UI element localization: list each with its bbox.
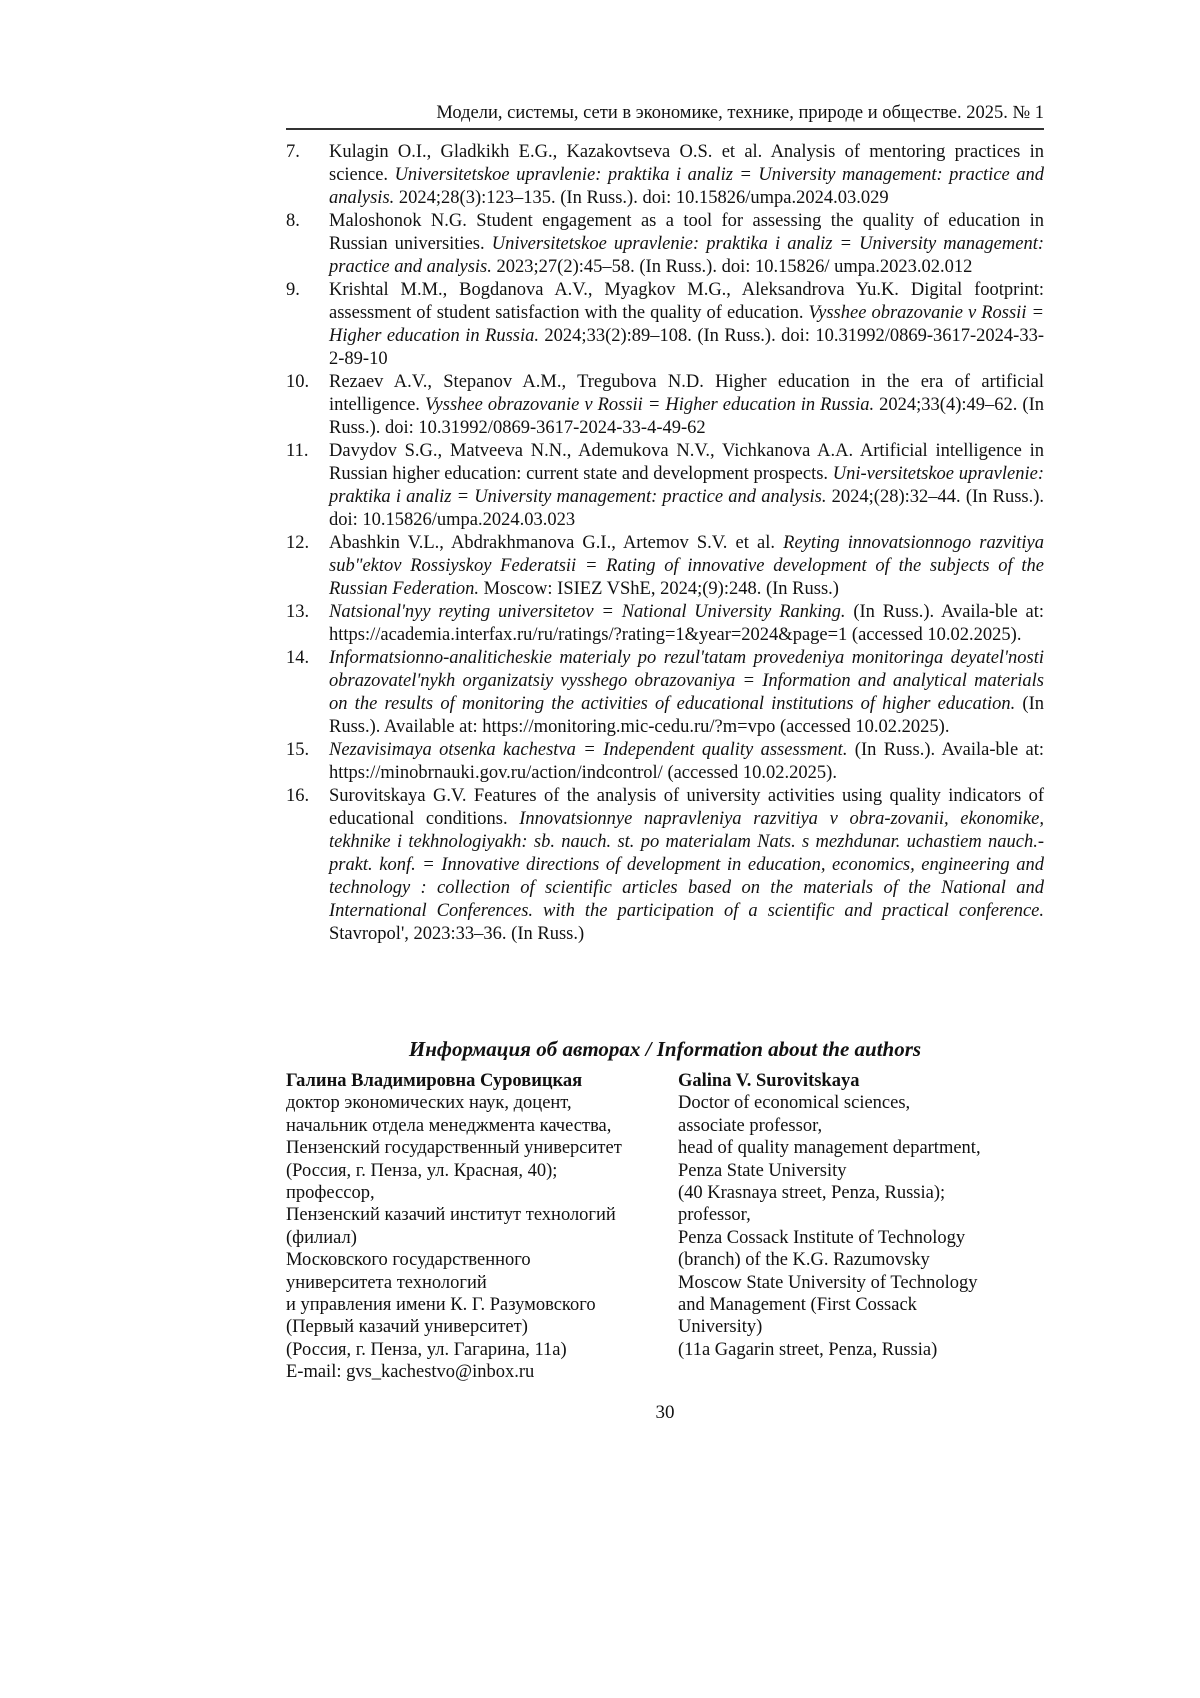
author-info-line: Московского государственного [286, 1250, 531, 1271]
author-info-line: Пензенский казачий институт технологий [286, 1205, 616, 1226]
reference-number: 8. [286, 211, 300, 231]
reference-number: 10. [286, 372, 310, 392]
reference-number: 12. [286, 533, 310, 553]
author-info-line: and Management (First Cossack [678, 1295, 917, 1316]
reference-text: Natsional'nyy reyting universitetov = National University Ranking. (In Russ.). Availa-ble at: https://academia.interfax.ru/ru/ratings/?rating=1&year=2024&page=1 (accessed 10.02.2025). [329, 602, 1044, 645]
reference-number: 16. [286, 786, 310, 806]
reference-list [286, 141, 1044, 946]
author-info-russian [286, 1070, 666, 1384]
author-info-line: (Первый казачий университет) [286, 1317, 528, 1338]
reference-text: Nezavisimaya otsenka kachestva = Independent quality assessment. (In Russ.). Availa-ble at: https://minobrnauki.gov.ru/action/indcontrol/ (accessed 10.02.2025). [329, 740, 1044, 783]
author-info-line: доктор экономических наук, доцент, [286, 1093, 572, 1114]
author-info-line: Doctor of economical sciences, [678, 1093, 911, 1114]
reference-item [286, 371, 1044, 440]
author-info-line: (40 Krasnaya street, Penza, Russia); [678, 1183, 946, 1204]
author-name: Galina V. Surovitskaya [678, 1071, 860, 1091]
author-info-line: Пензенский государственный университет [286, 1138, 622, 1159]
author-info-line: университета технологий [286, 1272, 487, 1293]
reference-number: 15. [286, 740, 310, 760]
author-info-line: Penza State University [678, 1160, 847, 1181]
author-info-line: (11a Gagarin street, Penza, Russia) [678, 1339, 938, 1360]
author-info-english [678, 1070, 1058, 1361]
reference-item [286, 601, 1044, 647]
author-info-line: профессор, [286, 1183, 375, 1204]
reference-text: Abashkin V.L., Abdrakhmanova G.I., Artemov S.V. et al. Reyting innovatsionnogo razvitiya sub"ektov Rossiyskoy Federatsii = Rating of innovative development of the subjects of the Russian Federation. Moscow: ISIEZ VShE, 2024;(9):248. (In Russ.) [329, 533, 1045, 599]
reference-number: 13. [286, 602, 310, 622]
reference-item [286, 532, 1044, 601]
author-name: Галина Владимировна Суровицкая [286, 1071, 583, 1091]
reference-item [286, 647, 1044, 739]
page-number: 30 [655, 1402, 675, 1423]
author-info-line: и управления имени К. Г. Разумовского [286, 1295, 596, 1316]
reference-text: Surovitskaya G.V. Features of the analysis of university activities using quality indicators of educational conditions. Innovatsionnye napravleniya razvitiya v obra-zovanii, ekonomike, tekhnike i tekhnologiyakh: sb. nauch. st. po materialam Nats. s mezhdunar. uchastiem nauch.-prakt. konf. = Innovative directions of development in education, economics, engineering and technology : collection of scientific articles based on the materials of the National and International Conferences. with the participation of a scientific and practical conference. Stavropol', 2023:33–36. (In Russ.) [329, 786, 1044, 944]
reference-text: Kulagin O.I., Gladkikh E.G., Kazakovtseva O.S. et al. Analysis of mentoring practices in science. Universitetskoe upravlenie: praktika i analiz = University management: practice and analysis. 2024;28(3):123–135. (In Russ.). doi: 10.15826/umpa.2024.03.029 [329, 142, 1044, 208]
author-info-line: (Россия, г. Пенза, ул. Красная, 40); [286, 1160, 558, 1181]
reference-text: Krishtal M.M., Bogdanova A.V., Myagkov M.G., Aleksandrova Yu.K. Digital footprint: assessment of student satisfaction with the quality of education. Vysshee obrazovanie v Rossii = Higher education in Russia. 2024;33(2):89–108. (In Russ.). doi: 10.31992/0869-3617-2024-33-2-89-10 [329, 280, 1045, 369]
reference-item [286, 279, 1044, 371]
reference-item [286, 739, 1044, 785]
author-info-line: University) [678, 1317, 763, 1338]
author-info-line: Moscow State University of Technology [678, 1272, 978, 1293]
reference-number: 14. [286, 648, 310, 668]
reference-item [286, 210, 1044, 279]
reference-text: Maloshonok N.G. Student engagement as a tool for assessing the quality of education in Russian universities. Universitetskoe upravlenie: praktika i analiz = University management: practice and analysis. 2023;27(2):45–58. (In Russ.). doi: 10.15826/ umpa.2023.02.012 [329, 211, 1044, 277]
author-info-line: начальник отдела менеджмента качества, [286, 1115, 612, 1136]
author-info-line: (branch) of the K.G. Razumovsky [678, 1250, 930, 1271]
running-header: Модели, системы, сети в экономике, технике, природе и обществе. 2025. № 1 [436, 103, 1044, 123]
reference-text: Rezaev A.V., Stepanov A.M., Tregubova N.D. Higher education in the era of artificial intelligence. Vysshee obrazovanie v Rossii = Higher education in Russia. 2024;33(4):49–62. (In Russ.). doi: 10.31992/0869-3617-2024-33-4-49-62 [329, 372, 1044, 438]
reference-number: 9. [286, 280, 300, 300]
author-info-line: head of quality management department, [678, 1138, 981, 1159]
reference-item [286, 785, 1044, 946]
header-rule [286, 128, 1044, 130]
author-info-line: Penza Cossack Institute of Technology [678, 1227, 966, 1248]
reference-item [286, 440, 1044, 532]
reference-item [286, 141, 1044, 210]
reference-text: Davydov S.G., Matveeva N.N., Ademukova N.V., Vichkanova A.A. Artificial intelligence in Russian higher education: current state and development prospects. Uni-versitetskoe upravlenie: praktika i analiz = University management: practice and analysis. 2024;(28):32–44. (In Russ.). doi: 10.15826/umpa.2024.03.023 [329, 441, 1045, 530]
author-info-line: (Россия, г. Пенза, ул. Гагарина, 11а) [286, 1339, 567, 1360]
author-email[interactable]: E-mail: gvs_kachestvo@inbox.ru [286, 1362, 535, 1383]
reference-text: Informatsionno-analiticheskie materialy po rezul'tatam provedeniya monitoringa deyatel'nosti obrazovatel'nykh organizatsiy vysshego obrazovaniya = Information and analytical materials on the results of monitoring the activities of educational institutions of higher education. (In Russ.). Available at: https://monitoring.mic-cedu.ru/?m=vpo (accessed 10.02.2025). [329, 648, 1044, 737]
authors-section-title: Информация об авторах / Information about the authors [408, 1037, 922, 1061]
author-info-line: associate professor, [678, 1115, 823, 1136]
author-info-line: professor, [678, 1205, 751, 1226]
reference-number: 7. [286, 142, 300, 162]
reference-number: 11. [286, 441, 309, 461]
author-info-line: (филиал) [286, 1227, 357, 1248]
